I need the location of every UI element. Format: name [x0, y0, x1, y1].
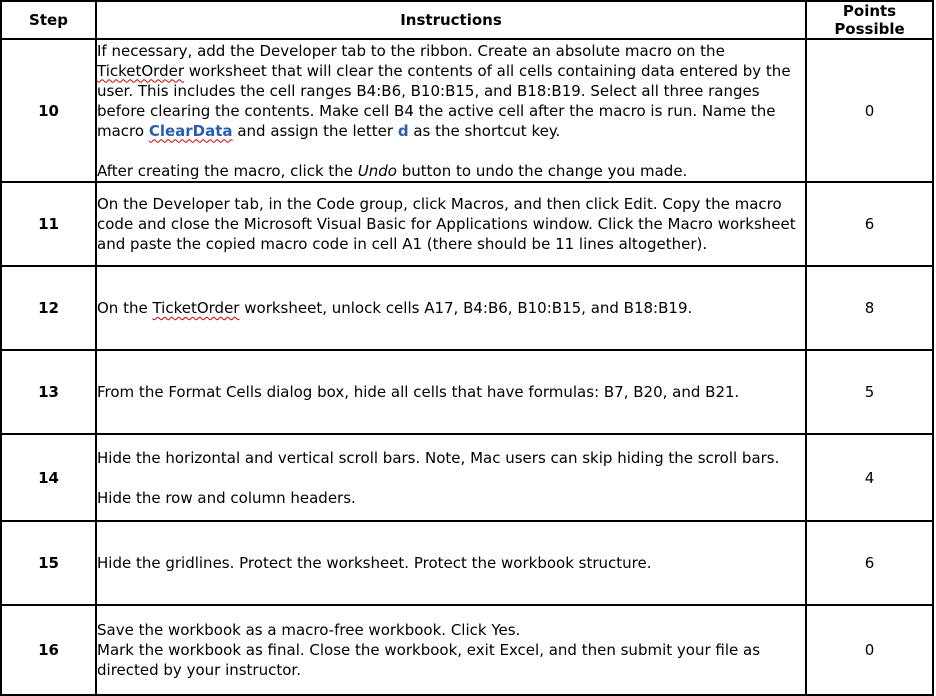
- points-value: 4: [806, 434, 933, 521]
- instruction-fragment: macro: [97, 121, 149, 140]
- header-points-line2: Possible: [834, 20, 905, 38]
- instruction-text: [96, 521, 806, 605]
- table-row: [1, 605, 933, 695]
- spellcheck-word: TicketOrder: [97, 61, 185, 80]
- table-row: [1, 39, 933, 182]
- step-number: 11: [1, 182, 96, 266]
- points-value: 0: [806, 39, 933, 182]
- shortcut-key: d: [397, 121, 409, 140]
- step-number: 12: [1, 266, 96, 350]
- header-points-line1: Points: [842, 2, 897, 20]
- instruction-text: [96, 182, 806, 266]
- instruction-fragment: After creating the macro, click the: [97, 161, 358, 180]
- table-row: [1, 521, 933, 605]
- step-number: 15: [1, 521, 96, 605]
- step-number: 14: [1, 434, 96, 521]
- table-row: [1, 434, 933, 521]
- points-value: 5: [806, 350, 933, 434]
- instruction-line: and paste the copied macro code in cell A1 (there should be 11 lines altogether).: [97, 235, 708, 253]
- instruction-line: On the Developer tab, in the Code group, click Macros, and then click Edit. Copy the macro: [97, 195, 782, 213]
- instruction-line: [97, 298, 805, 318]
- points-value: 6: [806, 521, 933, 605]
- instruction-text: [96, 605, 806, 695]
- header-instructions: Instructions: [96, 1, 806, 39]
- instruction-fragment: worksheet, unlock cells A17, B4:B6, B10:B15, and B18:B19.: [239, 299, 693, 317]
- instruction-text: [96, 39, 806, 182]
- instruction-text: [96, 434, 806, 521]
- instruction-fragment: worksheet that will clear the contents of all cells containing data entered by the: [184, 61, 791, 80]
- points-value: 6: [806, 182, 933, 266]
- instruction-fragment: button to undo the change you made.: [396, 161, 688, 180]
- table-row: [1, 182, 933, 266]
- header-row: [1, 1, 933, 39]
- table-row: [1, 266, 933, 350]
- instruction-text: [96, 266, 806, 350]
- points-value: 0: [806, 605, 933, 695]
- macro-name: ClearData: [148, 121, 233, 140]
- instruction-line: [97, 121, 805, 141]
- header-points-possible: [806, 1, 933, 39]
- undo-word: Undo: [357, 161, 397, 180]
- instruction-line: If necessary, add the Developer tab to the ribbon. Create an absolute macro on the: [97, 41, 725, 60]
- instruction-line: Mark the workbook as final. Close the workbook, exit Excel, and then submit your file as: [97, 641, 761, 659]
- step-number: 16: [1, 605, 96, 695]
- instruction-line: code and close the Microsoft Visual Basic for Applications window. Click the Macro worksheet: [97, 215, 796, 233]
- instruction-fragment: as the shortcut key.: [408, 121, 561, 140]
- instruction-fragment: and assign the letter: [232, 121, 398, 140]
- instruction-line: user. This includes the cell ranges B4:B6, B10:B15, and B18:B19. Select all three ranges: [97, 81, 760, 100]
- instruction-line: [97, 61, 805, 81]
- spellcheck-word: TicketOrder: [152, 299, 240, 317]
- instruction-fragment: On the: [97, 299, 153, 317]
- instruction-text: [96, 350, 806, 434]
- instruction-line: [97, 161, 805, 181]
- points-value: 8: [806, 266, 933, 350]
- blank-line: [97, 141, 805, 161]
- blank-line: [97, 468, 805, 488]
- step-number: 10: [1, 39, 96, 182]
- instruction-line: directed by your instructor.: [97, 661, 301, 679]
- instruction-line: From the Format Cells dialog box, hide all cells that have formulas: B7, B20, and B21.: [97, 383, 740, 401]
- instruction-line: Hide the gridlines. Protect the worksheet. Protect the workbook structure.: [97, 554, 652, 572]
- instruction-line: Save the workbook as a macro-free workbook. Click Yes.: [97, 621, 521, 639]
- table-row: [1, 350, 933, 434]
- instruction-line: before clearing the contents. Make cell B4 the active cell after the macro is run. Name the: [97, 101, 776, 120]
- header-step: Step: [1, 1, 96, 39]
- instruction-line: Hide the row and column headers.: [97, 488, 356, 507]
- instruction-line: Hide the horizontal and vertical scroll bars. Note, Mac users can skip hiding the scroll bars.: [97, 448, 780, 467]
- step-number: 13: [1, 350, 96, 434]
